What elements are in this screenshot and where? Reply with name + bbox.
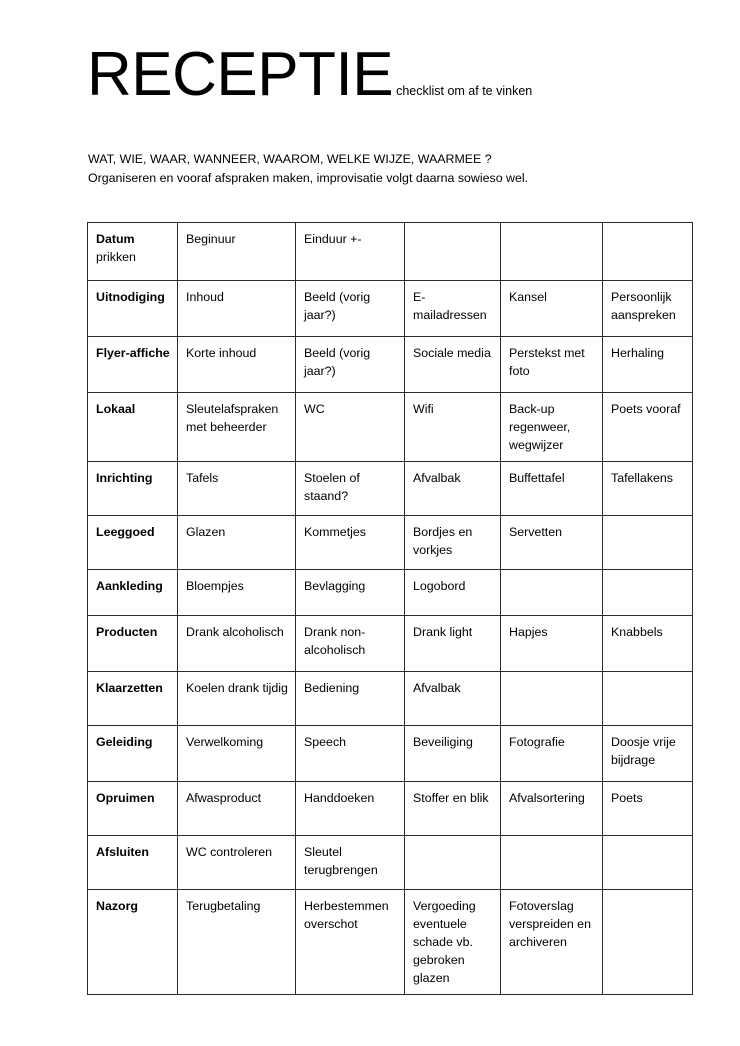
row-category-klaarzetten	[88, 672, 178, 726]
checklist-cell[interactable]: Beginuur	[178, 223, 296, 281]
checklist-cell[interactable]: Bediening	[296, 672, 405, 726]
category-label: Opruimen	[96, 791, 155, 805]
checklist-cell[interactable]	[603, 516, 693, 570]
row-category-opruimen	[88, 782, 178, 836]
checklist-cell[interactable]: Einduur +-	[296, 223, 405, 281]
intro-line-2: Organiseren en vooraf afspraken maken, improvisatie volgt daarna sowieso wel.	[88, 170, 529, 185]
table-row	[88, 462, 693, 516]
checklist-cell[interactable]: Afvalbak	[405, 462, 501, 516]
row-category-producten	[88, 616, 178, 672]
checklist-cell[interactable]: Buffettafel	[501, 462, 603, 516]
page-title: RECEPTIE	[87, 40, 394, 109]
page-subtitle: checklist om af te vinken	[396, 84, 533, 98]
table-row	[88, 570, 693, 616]
checklist-cell[interactable]: Bordjes en vorkjes	[405, 516, 501, 570]
checklist-cell[interactable]: Servetten	[501, 516, 603, 570]
table-row	[88, 890, 693, 995]
table-row	[88, 616, 693, 672]
table-row	[88, 782, 693, 836]
row-category-inrichting	[88, 462, 178, 516]
checklist-cell[interactable]	[603, 223, 693, 281]
checklist-table-body	[88, 223, 693, 995]
table-row	[88, 516, 693, 570]
table-row	[88, 281, 693, 337]
checklist-cell[interactable]: Speech	[296, 726, 405, 782]
checklist-cell[interactable]: Stoelen of staand?	[296, 462, 405, 516]
intro-paragraph	[88, 150, 648, 187]
checklist-cell[interactable]: WC controleren	[178, 836, 296, 890]
checklist-cell[interactable]: Logobord	[405, 570, 501, 616]
checklist-cell[interactable]: Herbestemmen overschot	[296, 890, 405, 995]
checklist-cell[interactable]: Hapjes	[501, 616, 603, 672]
category-label: Aankleding	[96, 579, 163, 593]
row-category-flyer-affiche	[88, 337, 178, 393]
checklist-cell[interactable]: Kansel	[501, 281, 603, 337]
checklist-cell[interactable]	[501, 570, 603, 616]
checklist-cell[interactable]: Persoonlijk aanspreken	[603, 281, 693, 337]
category-label: Datum	[96, 232, 135, 246]
checklist-cell[interactable]: Perstekst met foto	[501, 337, 603, 393]
category-label: Lokaal	[96, 402, 136, 416]
row-category-nazorg	[88, 890, 178, 995]
category-label: Producten	[96, 625, 158, 639]
checklist-cell[interactable]: Poets	[603, 782, 693, 836]
checklist-cell[interactable]: Tafels	[178, 462, 296, 516]
row-category-geleiding	[88, 726, 178, 782]
checklist-cell[interactable]: Koelen drank tijdig	[178, 672, 296, 726]
checklist-cell[interactable]: Glazen	[178, 516, 296, 570]
checklist-cell[interactable]: Back-up regenweer, wegwijzer	[501, 393, 603, 462]
checklist-cell[interactable]: Beeld (vorig jaar?)	[296, 281, 405, 337]
checklist-cell[interactable]: Korte inhoud	[178, 337, 296, 393]
title-block	[87, 40, 687, 116]
category-label: Geleiding	[96, 735, 153, 749]
category-label: Leeggoed	[96, 525, 155, 539]
row-category-afsluiten	[88, 836, 178, 890]
category-label: Flyer-affiche	[96, 346, 170, 360]
table-row	[88, 337, 693, 393]
checklist-cell[interactable]	[501, 672, 603, 726]
checklist-cell[interactable]: E-mailadressen	[405, 281, 501, 337]
row-category-aankleding	[88, 570, 178, 616]
checklist-cell[interactable]	[405, 836, 501, 890]
checklist-cell[interactable]: Bloempjes	[178, 570, 296, 616]
checklist-cell[interactable]	[603, 890, 693, 995]
checklist-cell[interactable]: Handdoeken	[296, 782, 405, 836]
checklist-cell[interactable]: Tafellakens	[603, 462, 693, 516]
checklist-cell[interactable]	[501, 223, 603, 281]
checklist-cell[interactable]: Fotoverslag verspreiden en archiveren	[501, 890, 603, 995]
checklist-cell[interactable]: Drank alcoholisch	[178, 616, 296, 672]
category-label: Afsluiten	[96, 845, 150, 859]
checklist-cell[interactable]: Inhoud	[178, 281, 296, 337]
checklist-cell[interactable]: Kommetjes	[296, 516, 405, 570]
checklist-cell[interactable]: Sleutelafspraken met beheerder	[178, 393, 296, 462]
checklist-cell[interactable]: Afvalsortering	[501, 782, 603, 836]
row-category-datum	[88, 223, 178, 281]
table-row	[88, 223, 693, 281]
checklist-cell[interactable]: Vergoeding eventuele schade vb. gebroken glazen	[405, 890, 501, 995]
row-category-lokaal	[88, 393, 178, 462]
row-category-leeggoed	[88, 516, 178, 570]
checklist-cell[interactable]	[501, 836, 603, 890]
table-row	[88, 836, 693, 890]
category-label: Klaarzetten	[96, 681, 163, 695]
checklist-cell[interactable]: Sociale media	[405, 337, 501, 393]
table-row	[88, 672, 693, 726]
checklist-cell[interactable]: Sleutel terugbrengen	[296, 836, 405, 890]
checklist-table	[87, 222, 693, 995]
checklist-cell[interactable]	[603, 836, 693, 890]
checklist-cell[interactable]: Beeld (vorig jaar?)	[296, 337, 405, 393]
checklist-cell[interactable]: Wifi	[405, 393, 501, 462]
category-label: Nazorg	[96, 899, 138, 913]
checklist-cell[interactable]: Afwasproduct	[178, 782, 296, 836]
checklist-cell[interactable]: Beveiliging	[405, 726, 501, 782]
category-label: Inrichting	[96, 471, 153, 485]
checklist-cell[interactable]: Drank non-alcoholisch	[296, 616, 405, 672]
category-label: Uitnodiging	[96, 290, 165, 304]
checklist-cell[interactable]: Drank light	[405, 616, 501, 672]
table-row	[88, 393, 693, 462]
checklist-cell[interactable]	[405, 223, 501, 281]
row-category-uitnodiging	[88, 281, 178, 337]
checklist-cell[interactable]: Terugbetaling	[178, 890, 296, 995]
checklist-cell[interactable]	[603, 672, 693, 726]
checklist-cell[interactable]: Verwelkoming	[178, 726, 296, 782]
table-row	[88, 726, 693, 782]
checklist-cell[interactable]: Doosje vrije bijdrage	[603, 726, 693, 782]
checklist-cell[interactable]: Afvalbak	[405, 672, 501, 726]
checklist-cell[interactable]: WC	[296, 393, 405, 462]
category-sublabel: prikken	[96, 250, 136, 264]
checklist-cell[interactable]: Fotografie	[501, 726, 603, 782]
checklist-cell[interactable]: Stoffer en blik	[405, 782, 501, 836]
intro-line-1: WAT, WIE, WAAR, WANNEER, WAAROM, WELKE WIJZE, WAARMEE ?	[88, 152, 492, 166]
checklist-cell[interactable]: Knabbels	[603, 616, 693, 672]
checklist-cell[interactable]: Poets vooraf	[603, 393, 693, 462]
checklist-cell[interactable]: Bevlagging	[296, 570, 405, 616]
checklist-cell[interactable]: Herhaling	[603, 337, 693, 393]
checklist-cell[interactable]	[603, 570, 693, 616]
